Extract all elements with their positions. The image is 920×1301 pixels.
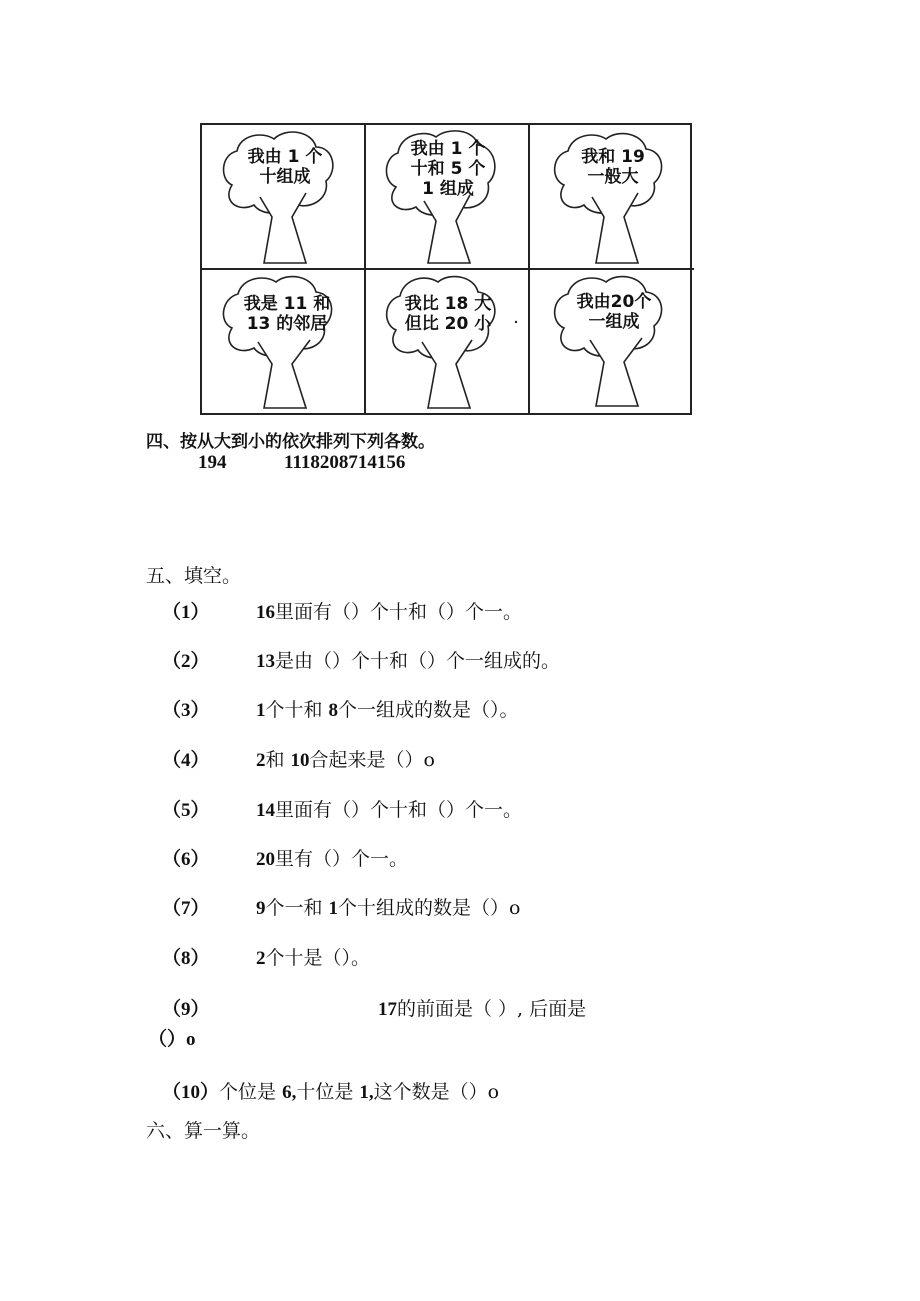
item-number: （2） [162, 651, 210, 672]
item-text [256, 646, 560, 673]
item-body: 的前面是（ ）, 后面是 [397, 998, 587, 1020]
item-continuation [148, 1024, 196, 1051]
tree-label [230, 147, 340, 187]
item-text [256, 943, 370, 970]
item-number: （5） [162, 800, 210, 821]
tree-label-line: 我由 1 个 [247, 147, 323, 167]
item-text [256, 745, 435, 772]
item-lead-number: 20 [256, 849, 275, 870]
item-number: （6） [162, 849, 210, 870]
item-lead-number: 17 [378, 999, 397, 1020]
item-lead-number: 14 [256, 800, 275, 821]
item-lead-number: 9 [256, 898, 266, 919]
item-body: 个一组成的数是（）。 [338, 699, 519, 721]
item-body: 和 [265, 749, 291, 771]
section5-title: 五、填空。 [146, 565, 242, 587]
item-body: 里面有（）个十和（）个一。 [275, 799, 523, 821]
section4-numbers-a: 194 [198, 452, 227, 473]
item-number: （10） [162, 1082, 220, 1103]
tree-grid [200, 123, 692, 415]
tree-label [558, 147, 668, 187]
tree-cell-2 [366, 125, 530, 270]
tree-cell-3 [530, 125, 694, 270]
tree-drawing-icon [202, 270, 366, 415]
tree-label-line: 13 的邻居 [246, 314, 328, 334]
item-body: 这个数是（）o [373, 1081, 500, 1103]
item-body: 合起来是（）o [309, 749, 435, 771]
item-body: （）o [148, 1029, 196, 1050]
tree-label-line: 一组成 [588, 312, 640, 332]
item-text [256, 597, 522, 624]
item-text [256, 893, 521, 920]
tree-label-line: 1 组成 [422, 179, 474, 199]
item-body: 十位是 [296, 1081, 360, 1103]
item-lead-number: 2 [256, 948, 266, 969]
item-lead-number: 16 [256, 602, 275, 623]
item-number: （7） [162, 898, 210, 919]
item-number: （4） [162, 750, 210, 771]
item-number: （9） [162, 999, 210, 1020]
tree-label [556, 292, 672, 332]
tree-drawing-icon [366, 270, 530, 415]
section4-title: 四、按从大到小的依次排列下列各数。 [146, 432, 435, 452]
tree-label [386, 294, 510, 334]
tree-label-line: 我是 11 和 [243, 294, 331, 314]
item-number: （1） [162, 602, 210, 623]
tree-cell-1 [202, 125, 366, 270]
item-text [256, 695, 519, 722]
item-number: （8） [162, 948, 210, 969]
tree-cell-4 [202, 270, 366, 415]
item-text [256, 844, 408, 871]
item-lead-number: 13 [256, 651, 275, 672]
tree-label-line: 但比 20 小 [404, 314, 492, 334]
item-body: 个十是（）。 [265, 947, 371, 969]
item-body: 是由（）个十和（）个一组成的。 [275, 650, 561, 672]
item-body: 个十和 [265, 699, 329, 721]
tree-label-line: 一般大 [587, 167, 639, 187]
tree-label-line: 十组成 [259, 167, 311, 187]
tree-label-line: 十和 5 个 [410, 159, 486, 179]
item-lead-number: 1 [256, 700, 266, 721]
item-body: 里面有（）个十和（）个一。 [275, 601, 523, 623]
item-lead-number: 1, [359, 1082, 374, 1103]
tree-label [388, 139, 508, 199]
item-lead-number: 6, [282, 1082, 297, 1103]
item-number: （3） [162, 700, 210, 721]
tree-cell-6 [530, 270, 694, 415]
item-text [162, 1077, 499, 1104]
item-lead-number: 2 [256, 750, 266, 771]
item-text [256, 795, 522, 822]
tree-label-line: 我由 1 个 [410, 139, 486, 159]
item-body: 里有（）个一。 [275, 848, 409, 870]
tree-label-line: 我和 19 [581, 147, 645, 167]
item-text [378, 994, 586, 1021]
section4-numbers-b: 1118208714156 [284, 452, 406, 473]
tree-label [228, 294, 346, 334]
item-body: 个一和 [265, 897, 329, 919]
tree-label-line: 我比 18 大 [404, 294, 492, 314]
tree-label-line: 我由20个 [576, 292, 652, 312]
tree-cell-5 [366, 270, 530, 415]
item-body: 个十组成的数是（）o [338, 897, 521, 919]
item-body: 个位是 [219, 1081, 283, 1103]
section6-title: 六、算一算。 [146, 1120, 261, 1142]
item-lead-number: 1 [328, 898, 339, 919]
item-lead-number: 10 [290, 750, 310, 771]
item-lead-number: 8 [328, 700, 339, 721]
